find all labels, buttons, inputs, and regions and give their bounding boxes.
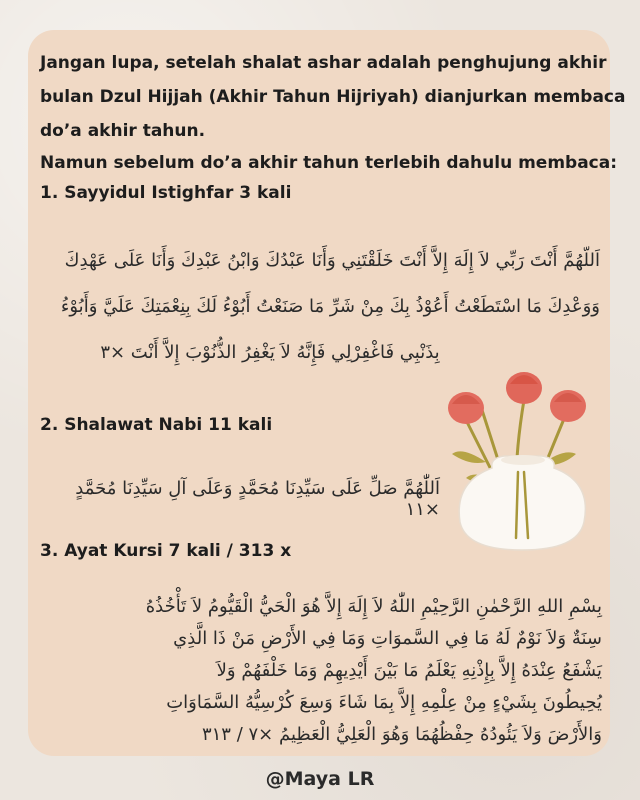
intro-line-1: Jangan lupa, setelah shalat ashar adalah penghujung akhir [40,53,607,73]
ayat-kursi-line-2: سِنَةٌ وَلاَ نَوْمٌ لَهُ مَا فِي السَّموَاتِ وَمَا فِي الأَرْضِ مَنْ ذَا الَّذِي [173,628,602,649]
section-heading-shalawat: 2. Shalawat Nabi 11 kali [40,415,273,435]
flower-vase-icon [432,362,608,552]
intro-line-3: do’a akhir tahun. [40,121,206,141]
ayat-kursi-line-3: يَشْفَعُ عِنْدَهُ إِلاَّ بِإِذْنِهِ يَعْلَمُ مَا بَيْنَ أَيْدِيهِمْ وَمَا خَلْفَهُمْ وَلاَ [216,660,602,681]
ayat-kursi-line-1: بِسْمِ اللهِ الرَّحْمٰنِ الرَّحِيْمِ اللّٰهُ لاَ إِلَهَ إِلاَّ هُوَ الْحَيُّ الْقَيُّومُ لاَ تَأْخُذُهُ [145,596,602,617]
ayat-kursi-line-4: يُحِيطُونَ بِشَيْءٍ مِنْ عِلْمِهِ إِلاَّ بِمَا شَاءَ وَسِعَ كُرْسِيُّهُ السَّمَاوَاتِ [166,692,602,713]
shalawat-line-1: اَللّٰهُمَّ صَلِّ عَلَى سَيِّدِنَا مُحَمَّدٍ وَعَلَى آلِ سَيِّدِنَا مُحَمَّدٍ ×١١ [75,478,440,520]
ayat-kursi-line-5: وَالأَرْضَ وَلاَ يَئُودُهُ حِفْظُهُمَا وَهُوَ الْعَلِيُّ الْعَظِيمُ ×٧ / ٣١٣ [201,724,602,745]
istighfar-line-2: وَوَعْدِكَ مَا اسْتَطَعْتُ أَعُوْذُ بِكَ مِنْ شَرِّ مَا صَنَعْتُ أَبُوْءُ لَكَ بِنِعْمَتِكَ عَلَيَّ وَأَبُوْءُ [60,296,600,317]
author-credit: @Maya LR [265,768,375,790]
istighfar-line-3: بِذَنْبِي فَاغْفِرْلِي فَإِنَّهُ لاَ يَغْفِرُ الذُّنُوْبَ إِلاَّ أَنْتَ ×٣ [100,342,440,363]
istighfar-line-1: اَللّهُمَّ أَنْتَ رَبِّي لاَ إِلَهَ إِلاَّ أَنْتَ خَلَقْتَنِي وَأَنَا عَبْدُكَ وَابْنُ عَبْدِكَ وَأَنَا عَلَى عَهْدِكَ [64,250,600,271]
section-heading-istighfar: 1. Sayyidul Istighfar 3 kali [40,183,292,203]
intro-line-2: bulan Dzul Hijjah (Akhir Tahun Hijriyah) dianjurkan membaca [40,87,626,107]
intro-line-4: Namun sebelum do’a akhir tahun terlebih dahulu membaca: [40,153,618,173]
section-heading-ayat-kursi: 3. Ayat Kursi 7 kali / 313 x [40,541,292,561]
